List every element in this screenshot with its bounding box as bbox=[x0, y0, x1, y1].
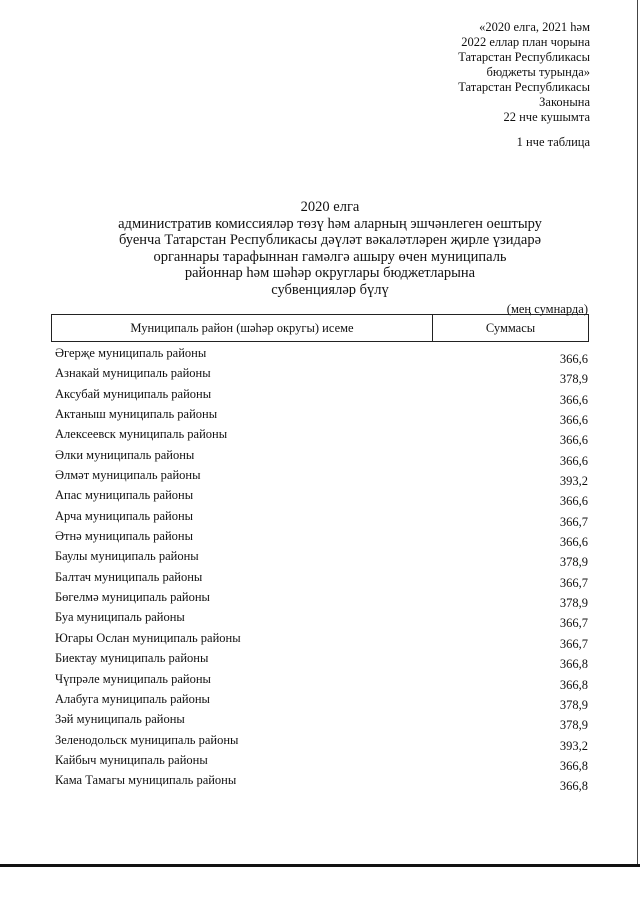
amount-value: 366,6 bbox=[559, 535, 588, 550]
amount-value: 366,8 bbox=[559, 779, 588, 794]
title-line: субвенцияләр бүлү bbox=[271, 281, 389, 298]
table-row bbox=[51, 712, 589, 732]
table-row bbox=[51, 407, 589, 427]
amount-value: 366,8 bbox=[559, 677, 588, 692]
district-name: Әтнә муниципаль районы bbox=[55, 529, 194, 544]
subvention-table bbox=[51, 314, 589, 794]
table-row bbox=[51, 387, 589, 407]
table-row bbox=[51, 448, 589, 468]
table-row bbox=[51, 427, 589, 447]
document-title bbox=[80, 199, 580, 298]
amount-value: 378,9 bbox=[559, 697, 588, 712]
column-header-amount: Суммасы bbox=[485, 320, 536, 335]
amount-value: 366,6 bbox=[559, 413, 588, 428]
amount-value: 393,2 bbox=[559, 738, 588, 753]
district-name: Чүпрәле муниципаль районы bbox=[55, 671, 211, 686]
header-line: 2022 еллар план чорына bbox=[461, 35, 590, 49]
table-row bbox=[51, 590, 589, 610]
table-row bbox=[51, 549, 589, 569]
district-name: Зеленодольск муниципаль районы bbox=[55, 732, 239, 747]
amount-value: 366,7 bbox=[559, 575, 588, 590]
district-name: Кама Тамагы муниципаль районы bbox=[55, 773, 237, 788]
amount-value: 378,9 bbox=[559, 718, 588, 733]
title-line: административ комиссияләр төзү һәм аларның эшчәнлеген оештыру bbox=[118, 215, 542, 232]
table-row bbox=[51, 468, 589, 488]
table-header bbox=[51, 314, 589, 342]
amount-value: 366,6 bbox=[559, 392, 588, 407]
header-line: Татарстан Республикасы bbox=[458, 80, 590, 94]
table-row bbox=[51, 570, 589, 590]
title-line: органнары тарафыннан гамәлгә ашыру өчен муниципаль bbox=[153, 248, 507, 265]
table-row bbox=[51, 651, 589, 671]
district-name: Зәй муниципаль районы bbox=[55, 712, 185, 727]
header-line: Законына bbox=[539, 95, 590, 109]
district-name: Балтач муниципаль районы bbox=[55, 569, 203, 584]
amount-value: 393,2 bbox=[559, 474, 588, 489]
amount-value: 366,6 bbox=[559, 453, 588, 468]
title-line: 2020 елга bbox=[300, 199, 360, 215]
units-note: (мең сумнарда) bbox=[506, 302, 588, 316]
amount-value: 366,7 bbox=[559, 636, 588, 651]
amount-value: 378,9 bbox=[559, 596, 588, 611]
table-row bbox=[51, 346, 589, 366]
district-name: Баулы муниципаль районы bbox=[55, 549, 199, 564]
district-name: Әлмәт муниципаль районы bbox=[55, 468, 201, 483]
district-name: Аксубай муниципаль районы bbox=[55, 386, 212, 401]
header-line: «2020 елга, 2021 һәм bbox=[479, 20, 590, 34]
table-row bbox=[51, 488, 589, 508]
district-name: Әлки муниципаль районы bbox=[55, 447, 195, 462]
law-reference-header bbox=[390, 20, 590, 150]
table-number: 1 нче таблица bbox=[516, 135, 590, 149]
district-name: Әгерҗе муниципаль районы bbox=[55, 346, 207, 360]
district-name: Биектау муниципаль районы bbox=[55, 651, 209, 666]
table-row bbox=[51, 733, 589, 753]
amount-value: 366,7 bbox=[559, 616, 588, 631]
table-row bbox=[51, 610, 589, 630]
district-name: Бөгелмә муниципаль районы bbox=[55, 590, 210, 605]
amount-value: 366,7 bbox=[559, 514, 588, 529]
header-line: Татарстан Республикасы bbox=[458, 50, 590, 64]
district-name: Актаныш муниципаль районы bbox=[55, 407, 218, 422]
district-name: Алексеевск муниципаль районы bbox=[55, 427, 228, 442]
table-row bbox=[51, 692, 589, 712]
title-line: буенча Татарстан Республикасы дәүләт вәкаләтләрен җирле үзидарә bbox=[118, 232, 542, 248]
table-row bbox=[51, 631, 589, 651]
scan-edge-line bbox=[637, 0, 638, 864]
amount-value: 366,8 bbox=[559, 758, 588, 773]
district-name: Арча муниципаль районы bbox=[55, 508, 194, 523]
scan-bottom-border bbox=[0, 864, 640, 867]
district-name: Кайбыч муниципаль районы bbox=[55, 752, 208, 767]
table-row bbox=[51, 773, 589, 793]
table-row bbox=[51, 753, 589, 773]
table-row bbox=[51, 529, 589, 549]
table-row bbox=[51, 366, 589, 386]
amount-value: 366,6 bbox=[559, 352, 588, 366]
table-row bbox=[51, 672, 589, 692]
table-body bbox=[51, 346, 589, 794]
district-name: Югары Ослан муниципаль районы bbox=[55, 630, 241, 645]
amount-value: 366,8 bbox=[559, 657, 588, 672]
amount-value: 378,9 bbox=[559, 555, 588, 570]
header-line: 22 нче кушымта bbox=[503, 110, 590, 124]
district-name: Буа муниципаль районы bbox=[55, 610, 185, 625]
column-header-name: Муниципаль район (шәһәр округы) исеме bbox=[52, 315, 433, 341]
table-row bbox=[51, 509, 589, 529]
district-name: Апас муниципаль районы bbox=[55, 488, 194, 503]
district-name: Азнакай муниципаль районы bbox=[55, 366, 211, 381]
district-name: Алабуга муниципаль районы bbox=[55, 691, 210, 706]
amount-value: 366,6 bbox=[559, 433, 588, 448]
amount-value: 366,6 bbox=[559, 494, 588, 509]
header-line: бюджеты турында» bbox=[486, 65, 590, 79]
amount-value: 378,9 bbox=[559, 372, 588, 387]
title-line: районнар һәм шәһәр округлары бюджетларына bbox=[184, 265, 476, 281]
